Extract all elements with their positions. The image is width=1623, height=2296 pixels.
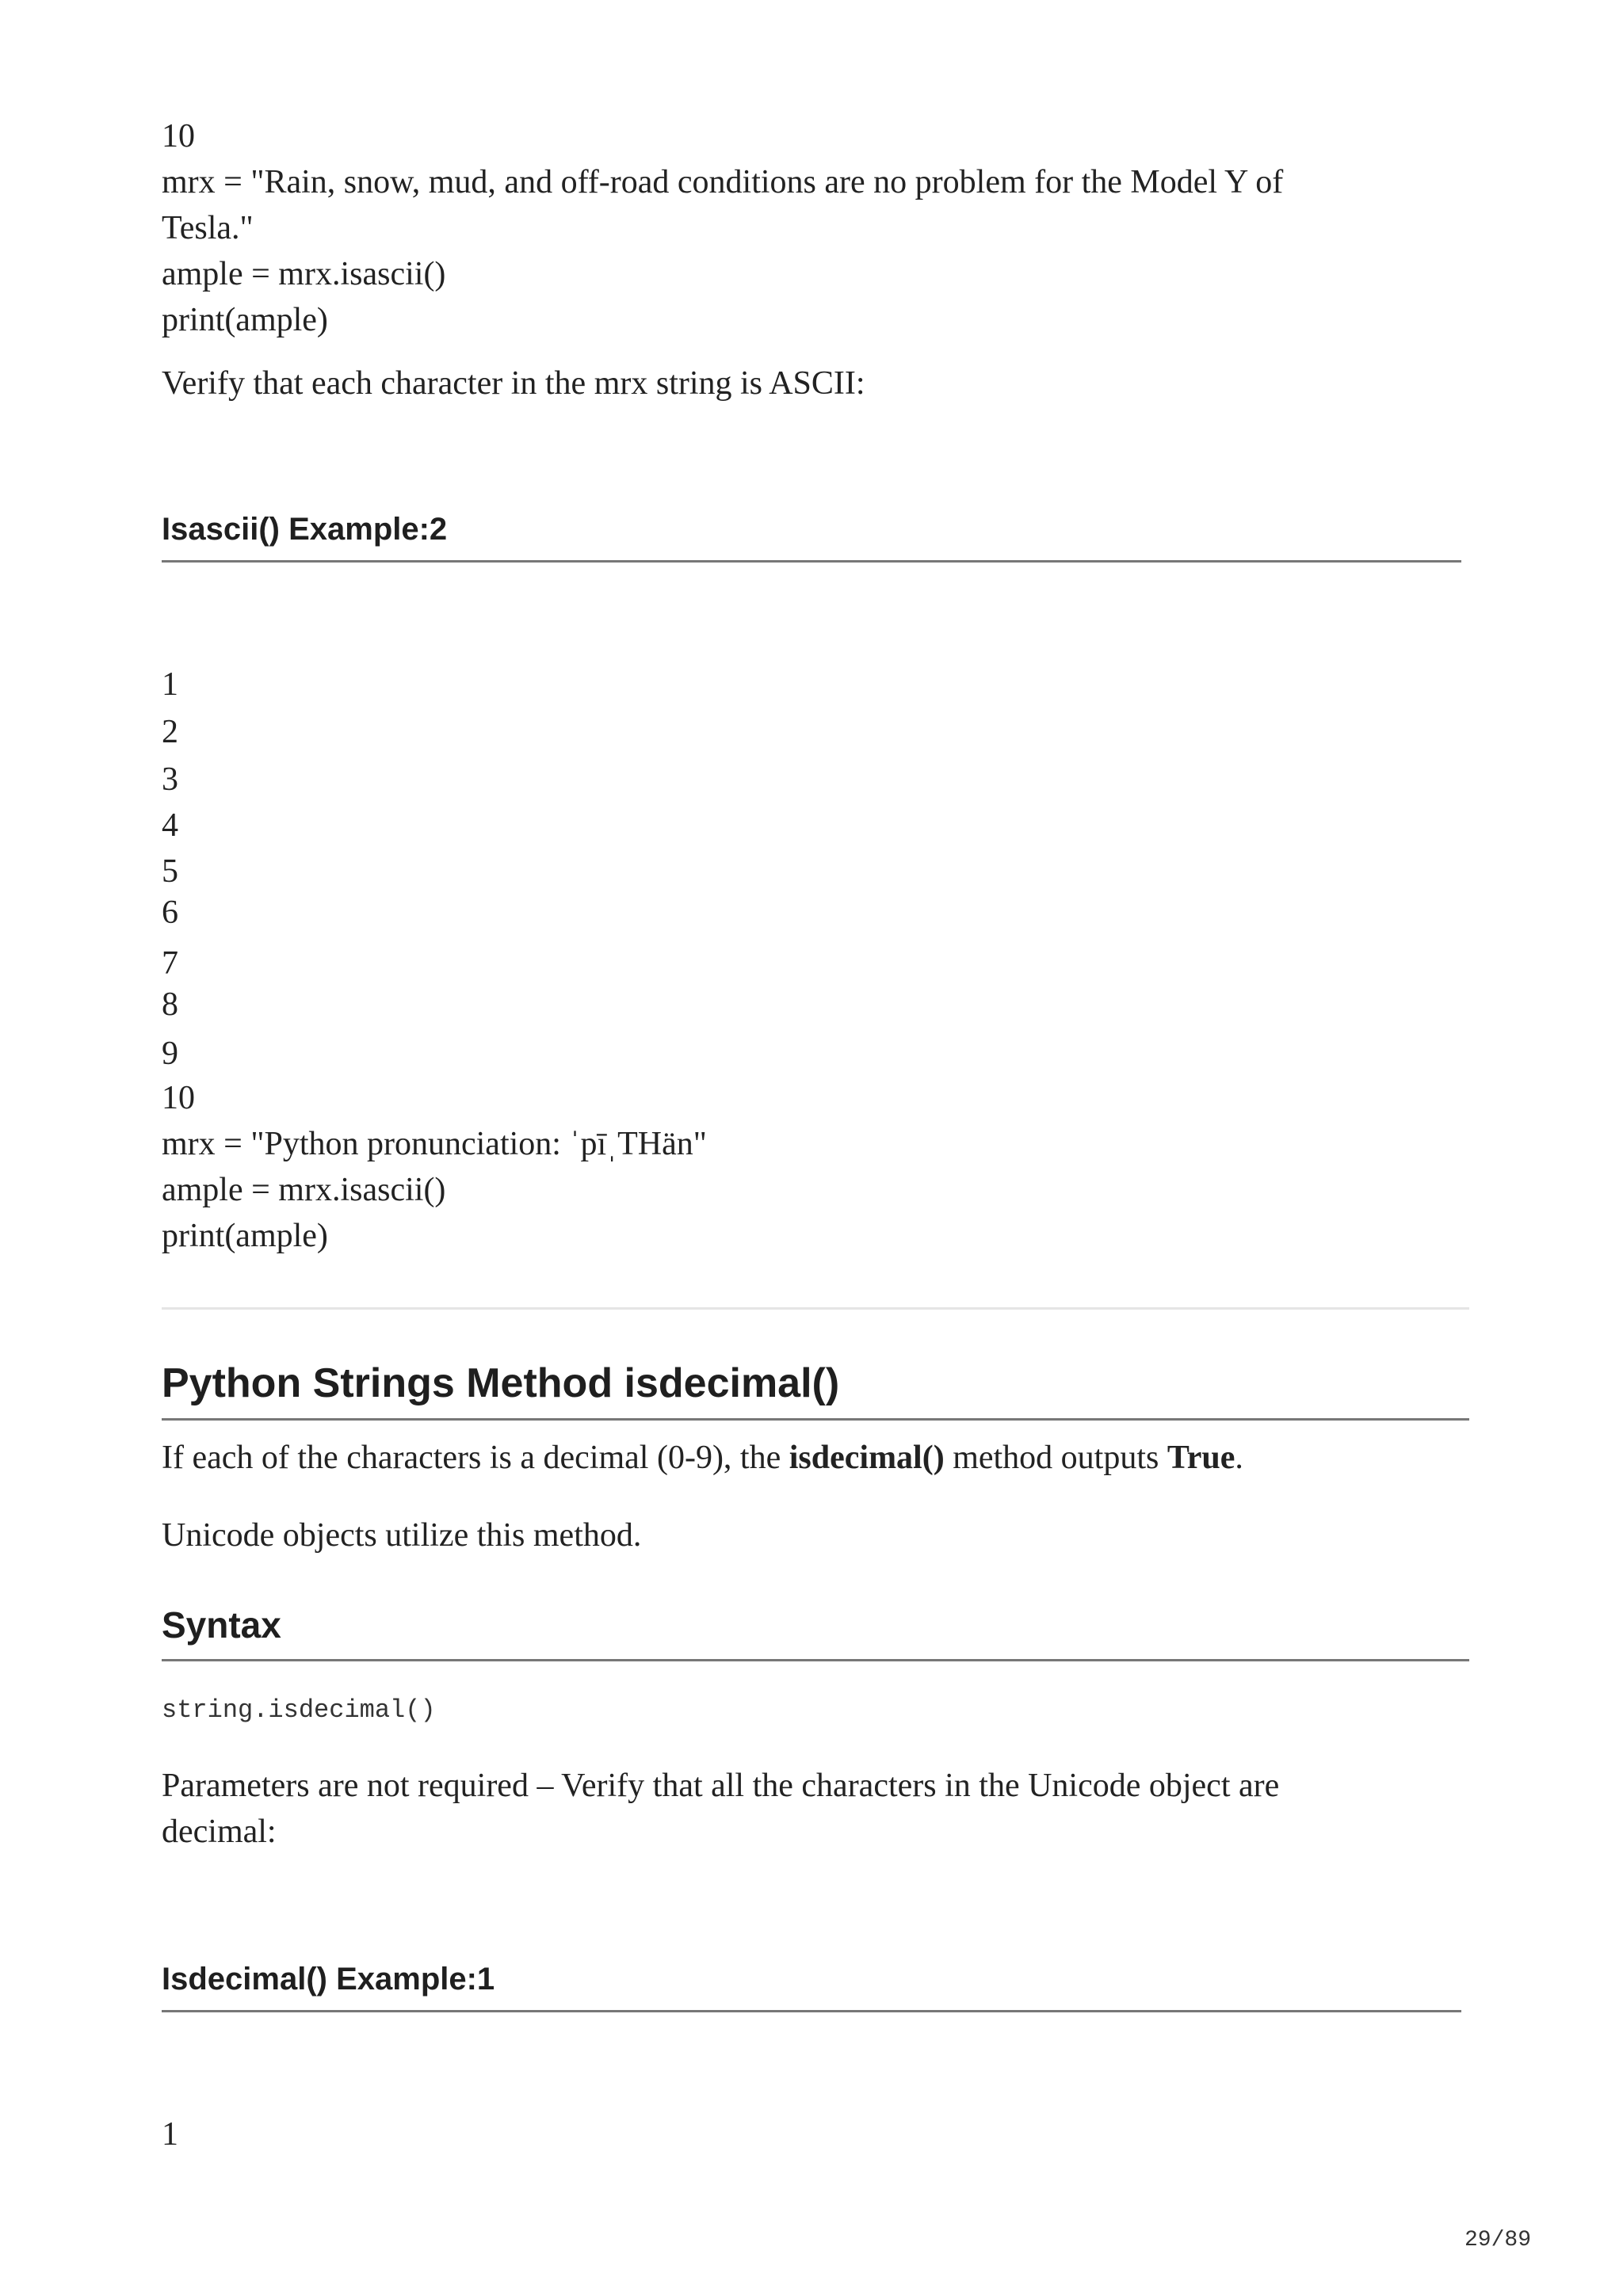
syntax-description: decimal: [162, 1814, 277, 1850]
heading-underline [162, 1418, 1469, 1421]
code-line: ample = mrx.isascii() [162, 1172, 446, 1208]
heading-underline [162, 560, 1461, 563]
syntax-code: string.isdecimal() [162, 1695, 436, 1725]
code-line-number: 4 [162, 807, 178, 844]
note-paragraph: Unicode objects utilize this method. [162, 1517, 642, 1554]
heading-underline [162, 2010, 1461, 2012]
code-line: print(ample) [162, 302, 328, 338]
code-line: mrx = "Rain, snow, mud, and off-road conditions are no problem for the Model Y of [162, 164, 1284, 200]
section-title: Python Strings Method isdecimal() [162, 1360, 840, 1406]
code-line-number: 2 [162, 714, 178, 750]
code-line-number: 8 [162, 986, 178, 1023]
syntax-heading: Syntax [162, 1604, 281, 1646]
example-heading: Isdecimal() Example:1 [162, 1962, 495, 1997]
code-line: ample = mrx.isascii() [162, 256, 446, 292]
code-line-number: 7 [162, 945, 178, 982]
code-line: Tesla." [162, 210, 254, 246]
page-number: 29/89 [1465, 2228, 1532, 2252]
code-line-number: 5 [162, 853, 178, 890]
intro-text: . [1235, 1440, 1243, 1476]
code-line-number: 1 [162, 666, 178, 703]
section-divider [162, 1307, 1469, 1310]
paragraph-caption: Verify that each character in the mrx string is ASCII: [162, 365, 865, 402]
code-line: print(ample) [162, 1218, 328, 1254]
code-line: mrx = "Python pronunciation: ˈpīˌTHän" [162, 1126, 707, 1162]
code-line-number: 1 [162, 2116, 178, 2153]
code-line-number: 6 [162, 894, 178, 931]
example-heading: Isascii() Example:2 [162, 512, 448, 547]
intro-text: If each of the characters is a decimal (0-9), the [162, 1440, 789, 1476]
code-line-number: 10 [162, 1080, 195, 1116]
intro-paragraph [162, 1439, 1243, 1477]
method-name: isdecimal() [789, 1440, 945, 1476]
return-value: True [1167, 1440, 1235, 1476]
intro-text: method outputs [944, 1440, 1167, 1476]
code-line-number: 10 [162, 118, 195, 154]
code-line-number: 3 [162, 761, 178, 798]
code-line-number: 9 [162, 1035, 178, 1072]
syntax-description: Parameters are not required – Verify that all the characters in the Unicode object are [162, 1768, 1280, 1804]
heading-underline [162, 1659, 1469, 1661]
